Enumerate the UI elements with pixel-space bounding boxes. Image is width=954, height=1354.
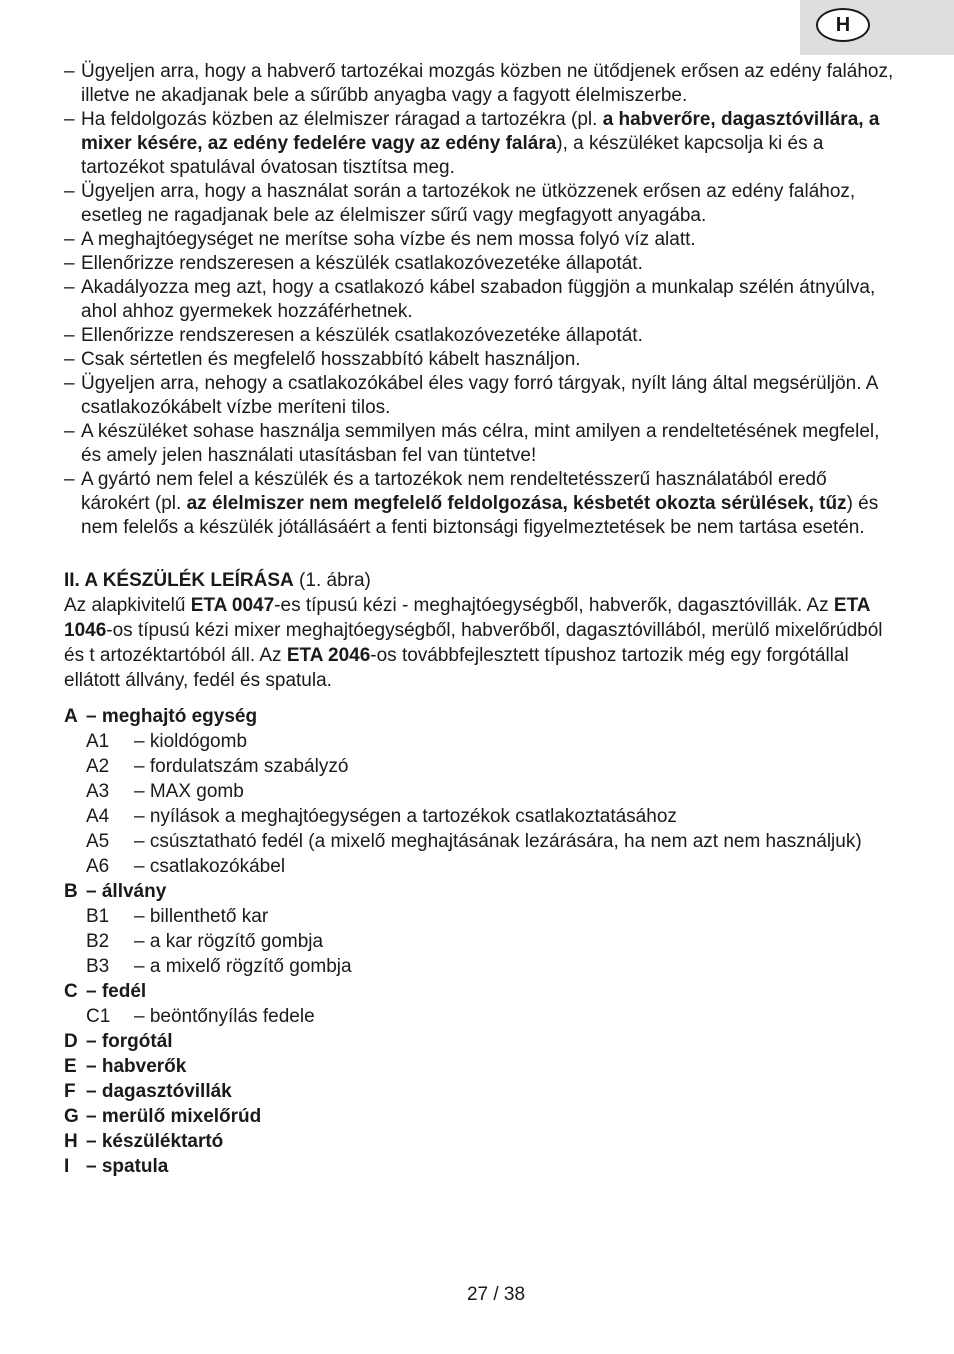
part-item: [64, 979, 894, 1004]
sub-part-text: – nyílások a meghajtóegységen a tartozékok csatlakoztatásához: [134, 806, 677, 827]
sub-part-text: – csatlakozókábel: [134, 856, 286, 877]
part-label: – dagasztóvillák: [86, 1081, 232, 1102]
part-letter: D: [64, 1031, 78, 1052]
warning-item: [64, 372, 894, 420]
part-letter: C: [64, 981, 78, 1002]
bullet-dash: –: [64, 469, 75, 490]
description-paragraph: [64, 593, 894, 693]
part-item: [64, 704, 894, 729]
warning-item: [64, 324, 894, 348]
sub-part-code: A3: [86, 781, 110, 802]
warning-text: Ellenőrizze rendszeresen a készülék csatlakozóvezetéke állapotát.: [81, 325, 643, 346]
part-letter: E: [64, 1056, 77, 1077]
parts-list: [64, 704, 894, 1179]
section-title-note: (1. ábra): [293, 570, 371, 591]
part-label: – meghajtó egység: [86, 706, 258, 727]
part-item: [64, 1104, 894, 1129]
description-run-bold: ETA 2046: [286, 645, 371, 666]
bullet-dash: –: [64, 181, 75, 202]
language-badge: H: [816, 8, 870, 42]
description-run: -es típusú kézi - meghajtóegységből, habverők, dagasztóvillák. Az: [274, 595, 834, 616]
description-run: Az alapkivitelű: [64, 595, 191, 616]
sub-part-item: [64, 804, 894, 829]
sub-part-item: [64, 754, 894, 779]
sub-part-text: – kioldógomb: [134, 731, 248, 752]
bullet-dash: –: [64, 421, 75, 442]
description-run-bold: ETA 0047: [190, 595, 275, 616]
description-run-bold: ETA 1046: [64, 595, 870, 641]
sub-part-code: B3: [86, 956, 110, 977]
language-tab: [800, 0, 954, 55]
sub-part-text: – MAX gomb: [134, 781, 244, 802]
warning-text: A gyártó nem felel a készülék és a tartozékok nem rendeltetésszerű használatából eredő károkért (pl.: [81, 469, 827, 514]
warning-text: Ügyeljen arra, nehogy a csatlakozókábel éles vagy forró tárgyak, nyílt láng által megsérüljön. A csatlakozókábelt vízbe meríteni tilos.: [81, 373, 878, 418]
section-title: II. A KÉSZÜLÉK LEÍRÁSA: [64, 570, 294, 591]
warning-item: [64, 180, 894, 228]
warning-item: [64, 108, 894, 180]
warning-text: Akadályozza meg azt, hogy a csatlakozó kábel szabadon függjön a munkalap szélén átnyúlva, ahol ahhoz gyermekek hozzáférhetnek.: [81, 277, 876, 322]
bullet-dash: –: [64, 325, 75, 346]
bullet-dash: –: [64, 61, 75, 82]
bullet-dash: –: [64, 349, 75, 370]
sub-part-text: – billenthető kar: [134, 906, 269, 927]
part-letter: F: [64, 1081, 76, 1102]
section-heading: [64, 568, 894, 593]
sub-part-code: A5: [86, 831, 110, 852]
warning-text: Ügyeljen arra, hogy a használat során a tartozékok ne ütközzenek erősen az edény falához, esetleg ne ragadjanak bele az élelmiszer sűrű vagy megfagyott anyagába.: [81, 181, 856, 226]
warning-text: Csak sértetlen és megfelelő hosszabbító kábelt használjon.: [81, 349, 581, 370]
page-content: [64, 60, 894, 1179]
sub-part-code: B1: [86, 906, 110, 927]
warning-item: [64, 420, 894, 468]
warning-text: ) és nem felelős a készülék jótállásáért a fenti biztonsági figyelmeztetések be nem tartása esetén.: [81, 493, 879, 538]
description-run: -os típusú kézi mixer meghajtóegységből, habverőből, dagasztóvillából, merülő mixelőrúdból és t artozéktartóból áll. Az: [64, 620, 883, 666]
part-label: – habverők: [86, 1056, 187, 1077]
warning-text: A meghajtóegységet ne merítse soha vízbe és nem mossa folyó víz alatt.: [81, 229, 696, 250]
sub-part-item: [64, 729, 894, 754]
warning-item: [64, 60, 894, 108]
sub-part-item: [64, 929, 894, 954]
sub-part-code: A1: [86, 731, 110, 752]
description-run: -os továbbfejlesztett típushoz tartozik még egy forgótállal ellátott állvány, fedél és spatula.: [64, 645, 849, 691]
part-letter: A: [64, 706, 78, 727]
part-item: [64, 1029, 894, 1054]
sub-part-code: A4: [86, 806, 110, 827]
sub-part-item: [64, 829, 894, 854]
part-item: [64, 1054, 894, 1079]
warning-item: [64, 228, 894, 252]
warning-item: [64, 276, 894, 324]
part-label: – állvány: [86, 881, 167, 902]
sub-part-text: – beöntőnyílás fedele: [134, 1006, 315, 1027]
part-item: [64, 879, 894, 904]
bullet-dash: –: [64, 253, 75, 274]
sub-part-code: C1: [86, 1006, 111, 1027]
bullet-dash: –: [64, 373, 75, 394]
warning-text: ), a készüléket kapcsolja ki és a tartozékot spatulával óvatosan tisztítsa meg.: [81, 133, 824, 178]
sub-part-item: [64, 779, 894, 804]
part-item: [64, 1154, 894, 1179]
warning-item: [64, 348, 894, 372]
sub-part-code: A6: [86, 856, 110, 877]
warning-text: Ügyeljen arra, hogy a habverő tartozékai mozgás közben ne ütődjenek erősen az edény falához, illetve ne akadjanak bele a sűrűbb anyagba vagy a fagyott élelmiszerbe.: [81, 61, 894, 106]
part-letter: G: [64, 1106, 79, 1127]
sub-part-code: B2: [86, 931, 110, 952]
part-item: [64, 1129, 894, 1154]
page-number: 27 / 38: [466, 1284, 526, 1305]
bullet-dash: –: [64, 109, 75, 130]
sub-part-text: – csúsztatható fedél (a mixelő meghajtásának lezárására, ha nem azt nem használjuk): [134, 831, 862, 852]
warning-text-bold: a habverőre, dagasztóvillára, a mixer késére, az edény fedelére vagy az edény falára: [81, 109, 880, 154]
warning-item: [64, 252, 894, 276]
sub-part-item: [64, 954, 894, 979]
part-letter: B: [64, 881, 78, 902]
part-letter: H: [64, 1131, 78, 1152]
part-item: [64, 1079, 894, 1104]
safety-warnings-list: [64, 60, 894, 540]
sub-part-text: – fordulatszám szabályzó: [134, 756, 349, 777]
warning-text: Ellenőrizze rendszeresen a készülék csatlakozóvezetéke állapotát.: [81, 253, 643, 274]
part-label: – fedél: [86, 981, 147, 1002]
part-label: – készüléktartó: [86, 1131, 224, 1152]
part-letter: I: [64, 1156, 70, 1177]
description-text: [64, 593, 894, 693]
sub-part-item: [64, 854, 894, 879]
sub-part-code: A2: [86, 756, 110, 777]
warning-text-bold: az élelmiszer nem megfelelő feldolgozása, késbetét okozta sérülések, tűz: [186, 493, 847, 514]
bullet-dash: –: [64, 277, 75, 298]
bullet-dash: –: [64, 229, 75, 250]
warning-text: Ha feldolgozás közben az élelmiszer ráragad a tartozékra (pl.: [81, 109, 603, 130]
sub-part-item: [64, 1004, 894, 1029]
sub-part-text: – a mixelő rögzítő gombja: [134, 956, 352, 977]
sub-part-text: – a kar rögzítő gombja: [134, 931, 324, 952]
part-label: – merülő mixelőrúd: [86, 1106, 262, 1127]
part-label: – spatula: [86, 1156, 169, 1177]
warning-item: [64, 468, 894, 540]
part-label: – forgótál: [86, 1031, 173, 1052]
warning-text: A készüléket sohase használja semmilyen más célra, mint amilyen a rendeltetésének megfelel, és amely jelen használati utasításban fel van tüntetve!: [81, 421, 880, 466]
sub-part-item: [64, 904, 894, 929]
